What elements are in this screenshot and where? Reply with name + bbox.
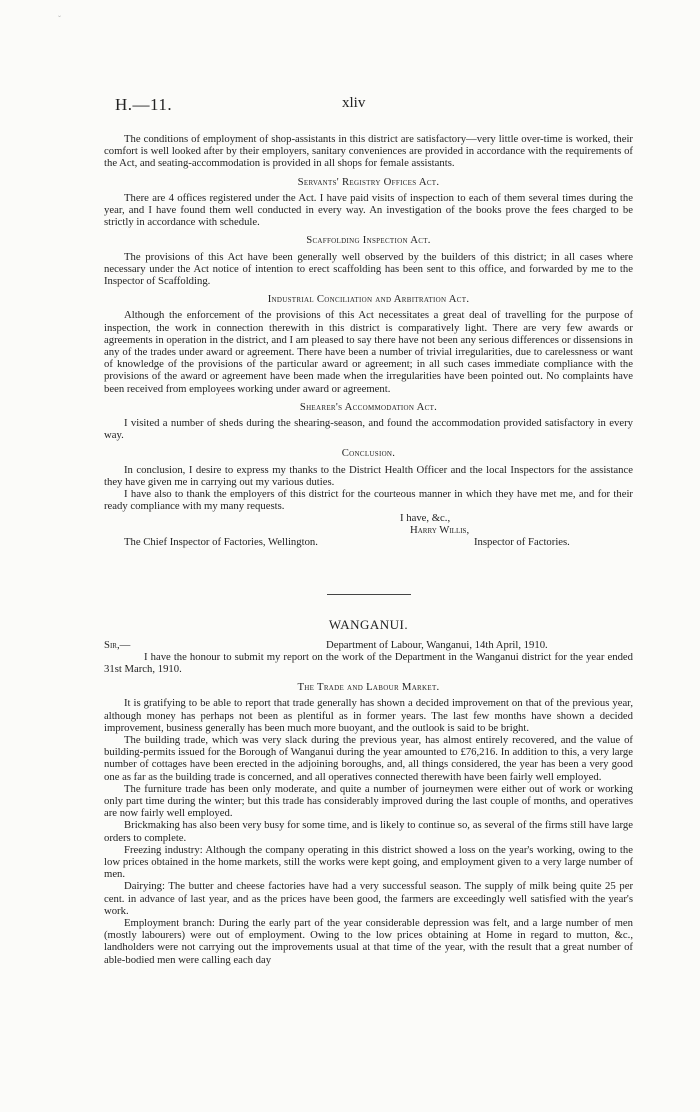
wanganui-title: WANGANUI.	[328, 617, 409, 633]
arbitration-paragraph: Although the enforcement of the provisions of this Act necessitates a great deal of travelling for the purpose of inspection, the work in connection therewith in this district is comparatively light. There are very few awards or agreements in operation in the district, and I am pleased to say there have not been any serious differences or dissensions in any of the trades under award or agreement. There have been a number of trivial irregularities, due to carelessness or want of knowledge of the provisions of the particular award or agreement; in all such cases immediate compliance with the provisions of the award or agreement have been made when the irregularities have been pointed out. No complaints have been received from employees working under award or agreement.	[104, 309, 633, 395]
employment-branch-paragraph: Employment branch: During the early part of the year considerable depression was felt, and a large number of men (mostly labourers) were out of employment. Owing to the low prices obtaining at Home in regard to mutton, &c., landholders were not carrying out the improvements usual at that time of the year, with the result that a great number of able-bodied men were calling each day	[104, 916, 633, 966]
scaffolding-paragraph: The provisions of this Act have been generally well observed by the builders of this district; in all cases where necessary under the Act notice of intention to erect scaffolding has been sent to this office, and forwarded by me to the Inspector of Scaffolding.	[104, 250, 633, 288]
freezing-industry-paragraph: Freezing industry: Although the company operating in this district showed a loss on the year's working, owing to the low prices obtained in the home markets, still the works were kept going, and employment given to a very large number of men.	[104, 843, 633, 881]
signature-title: Inspector of Factories.	[474, 536, 570, 549]
wanganui-salutation-line	[104, 639, 633, 651]
page-number: xliv	[342, 95, 366, 111]
conclusion-heading: Conclusion.	[341, 447, 396, 460]
signature-block	[104, 512, 633, 556]
shearers-heading: Shearer's Accommodation Act.	[299, 400, 438, 413]
signature-closing: I have, &c.,	[400, 512, 451, 525]
signature-name: Harry Willis,	[410, 524, 470, 537]
salutation: Sir,—	[104, 638, 131, 651]
brickmaking-paragraph: Brickmaking has also been very busy for some time, and is likely to continue so, as several of the firms still have large orders to complete.	[104, 819, 633, 844]
trade-labour-heading: The Trade and Labour Market.	[297, 681, 440, 694]
dateline: Department of Labour, Wanganui, 14th April, 1910.	[326, 638, 548, 651]
building-trade-paragraph: The building trade, which was very slack during the previous year, has almost entirely recovered, and the value of building-permits issued for the Borough of Wanganui during the year amounted to £76,216. In addition to this, a very large number of cottages have been erected in the adjoining boroughs, and, all things considered, the year has been a very good one as far as the building trade is concerned, and all operatives connected therewith have been fairly well employed.	[104, 733, 633, 783]
servants-registry-heading: Servants' Registry Offices Act.	[297, 175, 440, 188]
conclusion-paragraph-2: I have also to thank the employers of this district for the courteous manner in which they have met me, and for their ready compliance with my many requests.	[104, 488, 633, 513]
wanganui-intro: I have the honour to submit my report on the work of the Department in the Wanganui district for the year ended 31st March, 1910.	[104, 650, 633, 675]
dairying-paragraph: Dairying: The butter and cheese factories have had a very successful season. The supply of milk being quite 25 per cent. in advance of last year, and as the prices have been good, the farmers are exceedingly well satisfied with the year's work.	[104, 880, 633, 917]
scan-mark: ˇ	[58, 14, 61, 24]
conclusion-paragraph-1: In conclusion, I desire to express my thanks to the District Health Officer and the local Inspectors for the assistance they have given me in carrying out my various duties.	[104, 463, 633, 488]
trade-paragraph: It is gratifying to be able to report that trade generally has shown a decided improvement on that of the previous year, although money has perhaps not been as plentiful as in former years. The last few months have shown a decided improvement, business generally has been much more buoyant, and the outlook is said to be bright.	[104, 697, 633, 734]
report-reference: H.—11.	[115, 95, 173, 114]
signature-recipient: The Chief Inspector of Factories, Wellington.	[124, 536, 318, 549]
shearers-paragraph: I visited a number of sheds during the shearing-season, and found the accommodation provided satisfactory in every way.	[104, 417, 633, 442]
section-divider	[327, 594, 411, 595]
servants-registry-paragraph: There are 4 offices registered under the Act. I have paid visits of inspection to each of them several times during the year, and I have found them well conducted in every way. An investigation of the books prove the fees charged to be strictly in accordance with schedule.	[104, 191, 633, 229]
document-body	[104, 133, 633, 966]
shop-assistants-paragraph: The conditions of employment of shop-assistants in this district are satisfactory—very little over-time is worked, their comfort is well looked after by their employers, sanitary conveniences are provided in accordance with the requirements of the Act, and seating-accommodation is provided in all shops for female assistants.	[104, 133, 633, 170]
arbitration-heading: Industrial Conciliation and Arbitration Act.	[267, 293, 470, 306]
page-header	[115, 95, 635, 115]
scaffolding-heading: Scaffolding Inspection Act.	[306, 234, 431, 247]
furniture-trade-paragraph: The furniture trade has been only moderate, and quite a number of journeymen were either out of work or working only part time during the winter; but this trade has considerably improved during the last couple of months, and operatives are now fairly well employed.	[104, 782, 633, 820]
